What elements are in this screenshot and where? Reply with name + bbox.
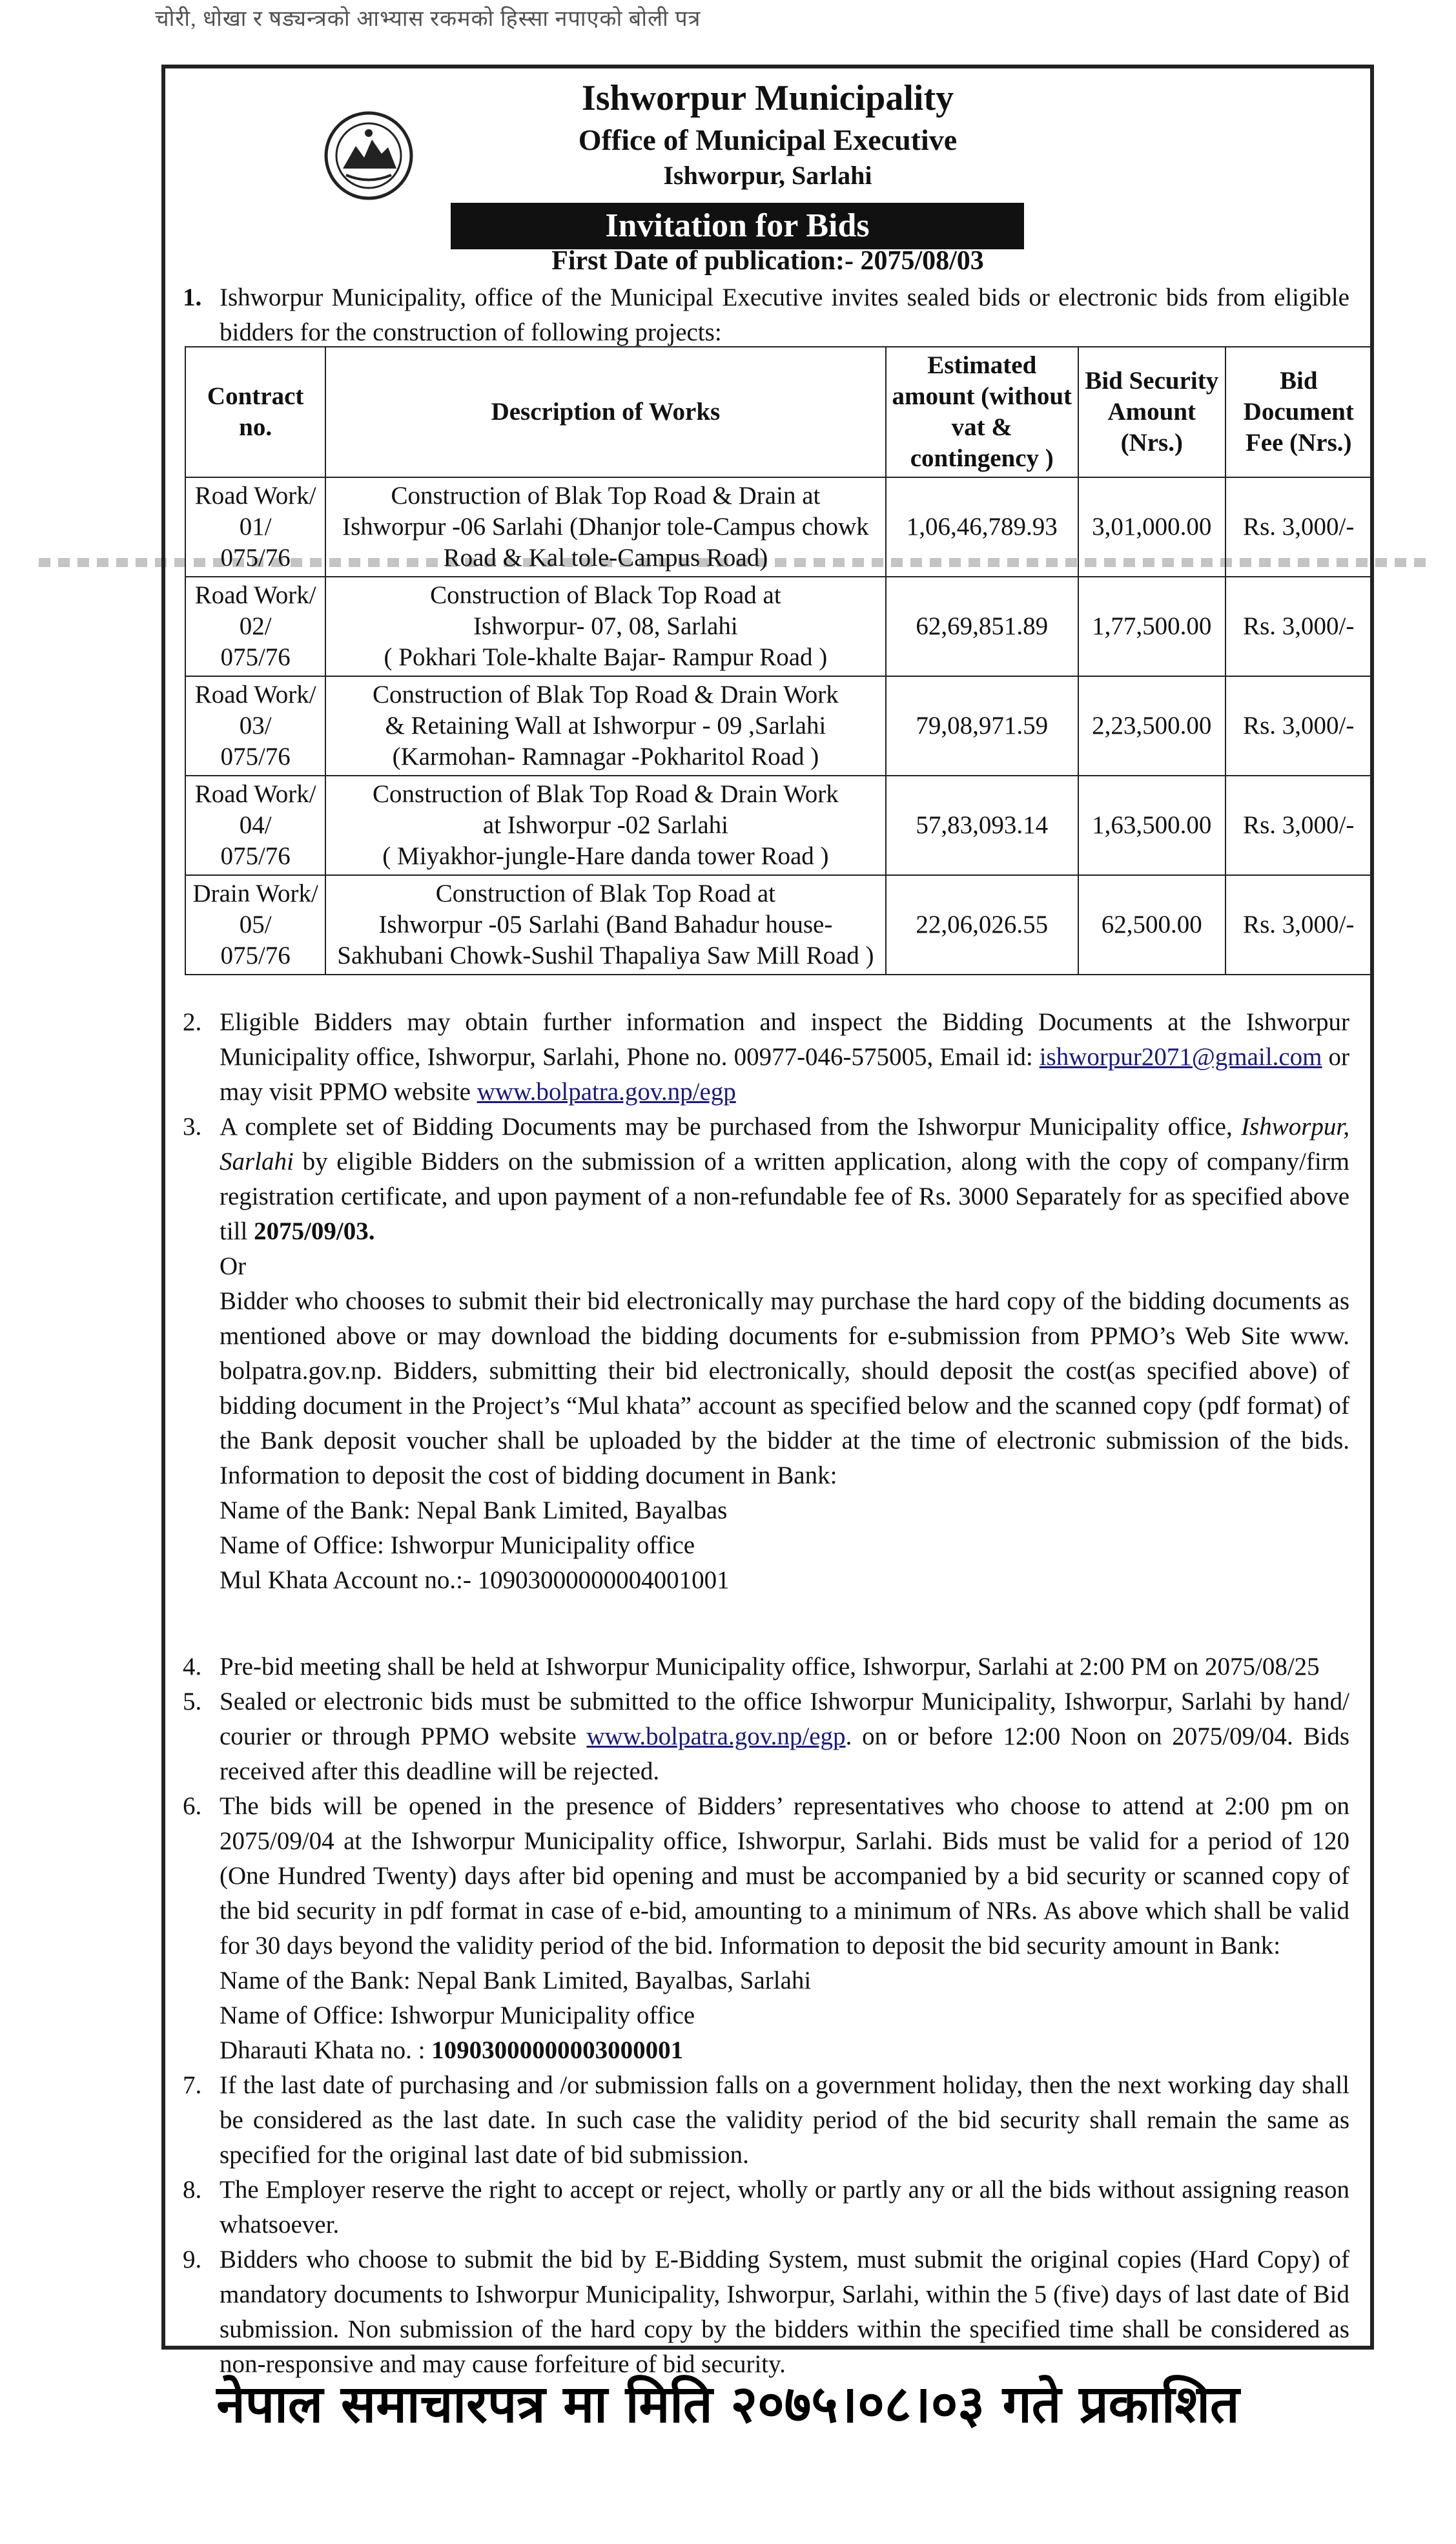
projects-table [185, 346, 1373, 975]
table-row [185, 776, 1372, 875]
clause-text: Pre-bid meeting shall be held at Ishworpur Municipality office, Ishworpur, Sarlahi at 2:00 PM on 2075/08/25 [220, 1653, 1320, 1680]
location-title: Ishworpur, Sarlahi [663, 161, 872, 190]
description-cell: Construction of Black Top Road at Ishworpur- 07, 08, Sarlahi ( Pokhari Tole-khalte Bajar- Rampur Road ) [325, 577, 885, 676]
col-description: Description of Works [325, 347, 885, 477]
clause-number: 5. [183, 1688, 202, 1715]
website-link[interactable]: www.bolpatra.gov.np/egp [586, 1722, 846, 1750]
security-cell: 1,63,500.00 [1078, 776, 1225, 875]
description-cell: Construction of Blak Top Road at Ishworpur -05 Sarlahi (Band Bahadur house- Sakhubani Chowk-Sushil Thapaliya Saw Mill Road ) [325, 875, 885, 975]
fee-cell: Rs. 3,000/- [1225, 477, 1373, 577]
clause-text: A complete set of Bidding Documents may be purchased from the Ishworpur Municipality office, Ishworpur, Sarlahi by eligible Bidders on the submission of a written application, along with the copy of company/firm registration certificate, and upon payment of a non-refundable fee of Rs. 3000 Separately for as specified above till 2075/09/03. Or Bidder who chooses to submit their bid electronically may purchase the hard copy of the bidding documents as mentioned above or may download the bidding documents for e-submission from PPMO’s Web Site www. bolpatra.gov.np. Bidders, submitting their bid electronically, should deposit the cost(as specified above) of bidding document in the Project’s “Mul khata” account as specified below and the scanned copy (pdf format) of the Bank deposit voucher shall be uploaded by the bidder at the time of electronic submission of the bids. Information to deposit the cost of bidding document in Bank: Name of the Bank: Nepal Bank Limited, Bayalbas Name of Office: Ishworpur Municipality office Mul Khata Account no.:- 10903000000004001001 [220, 1110, 1349, 1598]
estimated-cell: 1,06,46,789.93 [886, 477, 1079, 577]
table-row [185, 477, 1372, 577]
org-title: Ishworpur Municipality [581, 78, 954, 118]
clause-4 [183, 1649, 1349, 1684]
clause-number: 1. [183, 284, 202, 311]
clause-number: 7. [183, 2071, 202, 2099]
clause-7 [183, 2068, 1349, 2173]
or-line: Or [220, 1252, 247, 1280]
clause-8 [183, 2173, 1349, 2242]
estimated-cell: 57,83,093.14 [886, 776, 1079, 875]
clause-3 [183, 1110, 1349, 1598]
contract-no-cell: Road Work/ 04/ 075/76 [185, 776, 325, 875]
col-contract-no: Contract no. [185, 347, 325, 477]
clause-text: If the last date of purchasing and /or submission falls on a government holiday, then the next working day shall be considered as the last date. In such case the validity period of the bid security shall remain the same as specified for the original last date of bid submission. [220, 2071, 1349, 2169]
clause-text: Eligible Bidders may obtain further information and inspect the Bidding Documents at the Ishworpur Municipality office, Ishworpur, Sarlahi, Phone no. 00977-046-575005, Email id: ishworpur2071@gmail.com or may visit PPMO website www.bolpatra.gov.np/egp [220, 1008, 1349, 1106]
table-row [185, 875, 1372, 975]
clause-9 [183, 2242, 1349, 2382]
col-doc-fee: Bid Document Fee (Nrs.) [1225, 347, 1373, 477]
publication-date: First Date of publication:- 2075/08/03 [551, 246, 984, 276]
contract-no-cell: Drain Work/ 05/ 075/76 [185, 875, 325, 975]
clause-text: Sealed or electronic bids must be submitted to the office Ishworpur Municipality, Ishworpur, Sarlahi by hand/ courier or through PPMO website www.bolpatra.gov.np/egp. on or before 12:00 Noon on 2075/09/04. Bids received after this deadline will be rejected. [220, 1688, 1349, 1785]
clause-text: Ishworpur Municipality, office of the Municipal Executive invites sealed bids or electronic bids from eligible bidders for the construction of following projects: [220, 284, 1349, 346]
clause-number: 8. [183, 2176, 202, 2204]
clause-text: The Employer reserve the right to accept or reject, wholly or partly any or all the bids without assigning reason whatsoever. [220, 2176, 1349, 2239]
contract-no-cell: Road Work/ 02/ 075/76 [185, 577, 325, 676]
table-row [185, 676, 1372, 776]
fee-cell: Rs. 3,000/- [1225, 776, 1373, 875]
clause-number: 2. [183, 1008, 202, 1036]
publication-footer: नेपाल समाचारपत्र मा मिति २०७५।०८।०३ गते प्रकाशित [216, 2374, 1240, 2434]
clause-1 [183, 280, 1349, 350]
bank-name: Name of the Bank: Nepal Bank Limited, Bayalbas [220, 1496, 728, 1524]
estimated-cell: 62,69,851.89 [886, 577, 1079, 676]
clause-text: Bidders who choose to submit the bid by E-Bidding System, must submit the original copies (Hard Copy) of mandatory documents to Ishworpur Municipality, Ishworpur, Sarlahi, within the 5 (five) days of last date of Bid submission. Non submission of the hard copy by the bidders within the specified time shall be considered as non-responsive and may cause forfeiture of bid security. [220, 2246, 1349, 2378]
description-cell: Construction of Blak Top Road & Drain Work & Retaining Wall at Ishworpur - 09 ,Sarlahi (Karmohan- Ramnagar -Pokharitol Road ) [325, 676, 885, 776]
email-link[interactable]: ishworpur2071@gmail.com [1039, 1043, 1322, 1071]
estimated-cell: 79,08,971.59 [886, 676, 1079, 776]
security-cell: 1,77,500.00 [1078, 577, 1225, 676]
contract-no-cell: Road Work/ 03/ 075/76 [185, 676, 325, 776]
security-cell: 3,01,000.00 [1078, 477, 1225, 577]
e-bid-text: Bidder who chooses to submit their bid electronically may purchase the hard copy of the bidding documents as mentioned above or may download the bidding documents for e-submission from PPMO’s Web Site www. bolpatra.gov.np. Bidders, submitting their bid electronically, should deposit the cost(as specified above) of bidding document in the Project’s “Mul khata” account as specified below and the scanned copy (pdf format) of the Bank deposit voucher shall be uploaded by the bidder at the time of electronic submission of the bids. Information to deposit the cost of bidding document in Bank: [220, 1287, 1349, 1489]
website-link[interactable]: www.bolpatra.gov.np/egp [477, 1078, 736, 1106]
clause-number: 4. [183, 1653, 202, 1680]
bank-name: Name of the Bank: Nepal Bank Limited, Bayalbas, Sarlahi [220, 1967, 812, 1994]
clause-number: 3. [183, 1113, 202, 1141]
security-cell: 62,500.00 [1078, 875, 1225, 975]
office-name: Name of Office: Ishworpur Municipality office [220, 1531, 695, 1559]
clause-number: 9. [183, 2246, 202, 2273]
fee-cell: Rs. 3,000/- [1225, 875, 1373, 975]
notice-frame [161, 65, 1374, 2378]
table-row [185, 577, 1372, 676]
clause-number: 6. [183, 1792, 202, 1820]
description-cell: Construction of Blak Top Road & Drain at Ishworpur -06 Sarlahi (Dhanjor tole-Campus chowk Road & Kal tole-Campus Road) [325, 477, 885, 577]
estimated-cell: 22,06,026.55 [886, 875, 1079, 975]
contract-no-cell: Road Work/ 01/ 075/76 [185, 477, 325, 577]
col-bid-security: Bid Security Amount (Nrs.) [1078, 347, 1225, 477]
invitation-banner: Invitation for Bids [451, 203, 1024, 249]
clause-5 [183, 1684, 1349, 1789]
top-newspaper-strip: चोरी, धोखा र षड्यन्त्रको आभ्यास रकमको हिस्सा नपाएको बोली पत्र [155, 7, 701, 31]
description-cell: Construction of Blak Top Road & Drain Work at Ishworpur -02 Sarlahi ( Miyakhor-jungle-Hare danda tower Road ) [325, 776, 885, 875]
fee-cell: Rs. 3,000/- [1225, 676, 1373, 776]
col-estimated: Estimated amount (without vat & contingency ) [886, 347, 1079, 477]
office-name: Name of Office: Ishworpur Municipality office [220, 2001, 695, 2029]
security-cell: 2,23,500.00 [1078, 676, 1225, 776]
table-header-row [185, 347, 1372, 477]
clause-text: The bids will be opened in the presence of Bidders’ representatives who choose to attend at 2:00 pm on 2075/09/04 at the Ishworpur Municipality office, Ishworpur, Sarlahi. Bids must be valid for a period of 120 (One Hundred Twenty) days after bid opening and must be accompanied by a bid security or scanned copy of the bid security in pdf format in case of e-bid, amounting to a minimum of NRs. As above which shall be valid for 30 days beyond the validity period of the bid. Information to deposit the bid security amount in Bank: Name of the Bank: Nepal Bank Limited, Bayalbas, Sarlahi Name of Office: Ishworpur Municipality office Dharauti Khata no. : 10903000000003000001 [220, 1789, 1349, 2068]
clause-2 [183, 1005, 1349, 1110]
fee-cell: Rs. 3,000/- [1225, 577, 1373, 676]
account-no: Mul Khata Account no.:- 10903000000004001001 [220, 1566, 730, 1594]
office-title: Office of Municipal Executive [578, 123, 958, 156]
clause-6 [183, 1789, 1349, 2068]
khata-no: Dharauti Khata no. : 10903000000003000001 [220, 2036, 684, 2064]
